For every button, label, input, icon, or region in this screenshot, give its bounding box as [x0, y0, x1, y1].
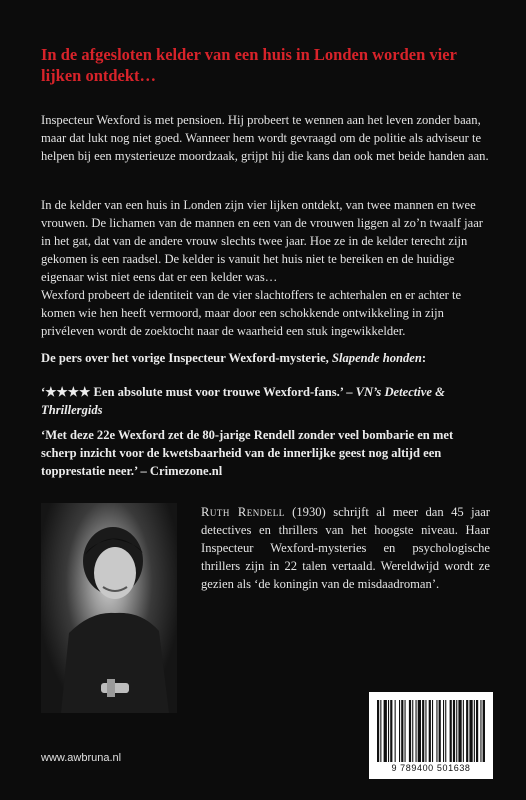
- press-heading-book-title: Slapende honden: [331, 351, 422, 365]
- intro-paragraph: Inspecteur Wexford is met pensioen. Hij probeert te wennen aan het leven zonder baan, maar dat lukt nog niet goed. Wanneer hem wordt gevraagd om de politie als adviseur te helpen bij een mysterieuze moordzaak, grijpt hij die kans dan ook met beide handen aan.: [41, 113, 489, 163]
- press-heading-suffix: :: [421, 351, 427, 365]
- author-name: Ruth Rendell: [201, 505, 285, 519]
- author-bio: [201, 503, 490, 593]
- plot-text-1: In de kelder van een huis in Londen zijn vier lijken ontdekt, van twee mannen en twee vrouwen. De lichamen van de mannen en een van de vrouwen liggen al zo’n twaalf jaar in het gat, dat van de andere vrouw slechts twee jaar. Hoe ze in de kelder terecht zijn gekomen is een raadsel. De kelder is vanuit het huis niet te bereiken en de huidige eigenaar wist niet eens dat er een kelder was…: [41, 198, 483, 284]
- plot-paragraph: [41, 196, 491, 340]
- review-quote-2: ‘Met deze 22e Wexford zet de 80-jarige Rendell zonder veel bombarie en met scherp inzicht voor de kwetsbaarheid van de innerlijke geest nog altijd een topprestatie neer.’ – Crimezone.nl: [41, 428, 454, 478]
- barcode-digits: 9 789400 501638: [391, 763, 471, 773]
- isbn-barcode: [369, 692, 493, 779]
- publisher-website: www.awbruna.nl: [41, 752, 122, 764]
- headline: In de afgesloten kelder van een huis in Londen worden vier lijken ontdekt…: [41, 45, 457, 85]
- plot-text-2: Wexford probeert de identiteit van de vier slachtoffers te achterhalen en er achter te komen wie hen heeft vermoord, maar door een schokkende ontwikkeling in zijn privéleven wordt de zoektocht naar de waarheid een stuk ingewikkelder.: [41, 288, 462, 338]
- author-photo: [41, 503, 177, 713]
- author-photo-illustration: [41, 503, 177, 713]
- review-quote-1: [41, 383, 491, 419]
- press-heading: [41, 349, 491, 367]
- author-bio-text: (1930) schrijft al meer dan 45 jaar detectives en thrillers van het hoogste niveau. Haar Inspecteur Wexford-mysteries en psychologische thrillers zijn in 22 talen vertaald. Wereldwijd wordt ze gezien als ‘de koningin van de misdaadroman’.: [201, 505, 490, 591]
- review-quote-1-source: VN’s Detective & Thrillergids: [41, 385, 445, 417]
- press-heading-prefix: De pers over het vorige Inspecteur Wexford-mysterie,: [41, 351, 332, 365]
- review-quote-1-text: ‘★★★★ Een absolute must voor trouwe Wexford-fans.’ –: [41, 385, 356, 399]
